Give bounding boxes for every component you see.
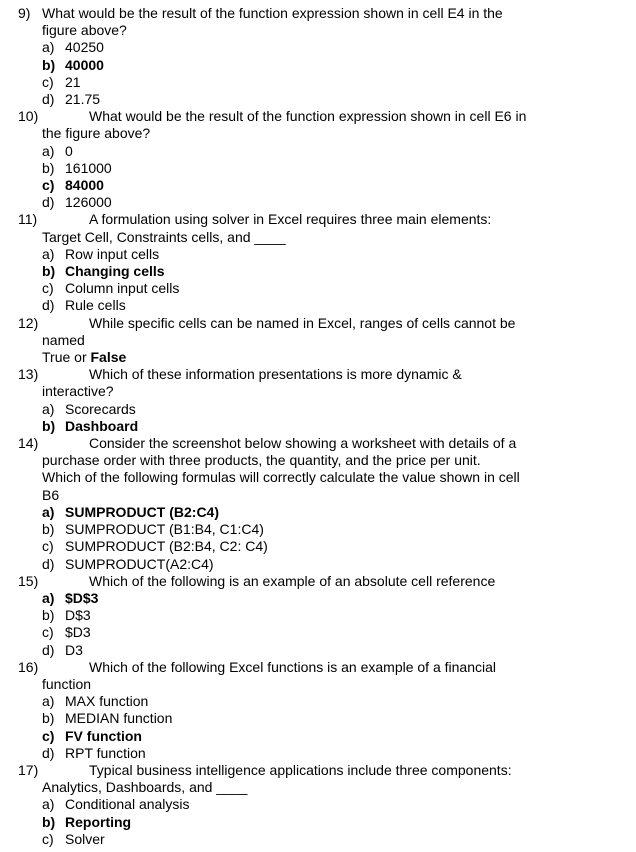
option-text: 161000 xyxy=(65,159,112,176)
options-list xyxy=(42,143,636,212)
options-list xyxy=(42,39,636,108)
option-row xyxy=(42,91,636,108)
option-letter: c) xyxy=(42,73,54,90)
question-number: 9) xyxy=(18,5,31,21)
option-letter: a) xyxy=(42,245,55,262)
question-line xyxy=(42,349,636,366)
question-lines xyxy=(42,573,636,590)
question-line xyxy=(42,469,636,486)
option-letter: d) xyxy=(42,297,55,314)
question-text-run: Target Cell, Constraints cells, and ____ xyxy=(42,228,286,245)
question-lines xyxy=(42,315,636,367)
option-row xyxy=(42,246,636,263)
option-letter: b) xyxy=(42,710,55,727)
option-letter: a) xyxy=(42,589,55,606)
option-text: Scorecards xyxy=(65,400,136,417)
option-letter: c) xyxy=(42,624,54,641)
option-row xyxy=(42,538,636,555)
question-text-run: purchase order with three products, the quantity, and the price per unit. xyxy=(42,452,481,469)
option-text: 84000 xyxy=(65,177,104,194)
option-letter: b) xyxy=(42,813,56,830)
question-number: 10) xyxy=(18,108,39,125)
question-text-run: figure above? xyxy=(42,22,127,39)
option-text: D3 xyxy=(65,641,83,658)
option-text: Solver xyxy=(65,830,105,847)
option-letter: d) xyxy=(42,91,55,108)
option-letter: a) xyxy=(42,796,55,813)
option-text: FV function xyxy=(65,727,142,744)
option-row xyxy=(42,831,636,848)
question xyxy=(0,573,636,659)
question xyxy=(0,762,636,848)
question-number: 12) xyxy=(18,314,39,331)
question xyxy=(0,211,636,314)
question-number: 13) xyxy=(18,366,39,383)
option-letter: d) xyxy=(42,194,55,211)
option-letter: a) xyxy=(42,142,55,159)
option-text: Reporting xyxy=(65,813,132,830)
option-row xyxy=(42,177,636,194)
option-text: $D3 xyxy=(65,624,91,641)
option-row xyxy=(42,504,636,521)
options-list xyxy=(42,590,636,659)
option-text: 126000 xyxy=(65,194,112,211)
option-row xyxy=(42,590,636,607)
options-list xyxy=(42,246,636,315)
option-row xyxy=(42,642,636,659)
option-text: SUMPRODUCT (B2:C4) xyxy=(65,503,219,520)
option-row xyxy=(42,745,636,762)
question-line xyxy=(42,383,636,400)
option-text: MEDIAN function xyxy=(65,710,173,727)
question xyxy=(0,315,636,367)
question-text-run: Typical business intelligence applications include three components: xyxy=(89,761,512,778)
option-letter: c) xyxy=(42,727,55,744)
question-line xyxy=(42,366,636,383)
question-text-run: While specific cells can be named in Excel, ranges of cells cannot be xyxy=(89,314,516,331)
question xyxy=(0,659,636,762)
option-letter: a) xyxy=(42,503,55,520)
option-text: Changing cells xyxy=(65,263,165,280)
option-row xyxy=(42,401,636,418)
question-text-run: the figure above? xyxy=(42,125,151,142)
option-text: SUMPRODUCT (B2:B4, C2: C4) xyxy=(65,538,268,555)
question-number: 15) xyxy=(18,572,39,589)
questions-list xyxy=(0,5,636,848)
option-letter: d) xyxy=(42,641,55,658)
option-row xyxy=(42,57,636,74)
options-list xyxy=(42,504,636,573)
option-text: 40250 xyxy=(65,39,104,56)
option-row xyxy=(42,39,636,56)
question-number: 11) xyxy=(18,211,38,228)
option-row xyxy=(42,160,636,177)
option-text: RPT function xyxy=(65,744,146,761)
question-text-run: B6 xyxy=(42,486,60,503)
question-text-run: Which of the following is an example of an absolute cell reference xyxy=(89,572,496,589)
question-line xyxy=(42,5,636,22)
question-line xyxy=(42,762,636,779)
question-line xyxy=(42,315,636,332)
question-line xyxy=(42,211,636,228)
question-text-run: Which of these information presentations is more dynamic & xyxy=(89,366,462,383)
option-letter: a) xyxy=(42,400,55,417)
question-line xyxy=(42,229,636,246)
option-text: 21.75 xyxy=(65,91,101,108)
question-lines xyxy=(42,5,636,39)
option-text: SUMPRODUCT(A2:C4) xyxy=(65,555,214,572)
question-line xyxy=(42,125,636,142)
option-text: 21 xyxy=(65,73,81,90)
option-text: Conditional analysis xyxy=(65,796,190,813)
option-row xyxy=(42,728,636,745)
question xyxy=(0,435,636,573)
question-text-run: What would be the result of the function expression shown in cell E6 in xyxy=(89,108,527,125)
question-line xyxy=(42,659,636,676)
options-list xyxy=(42,693,636,762)
option-row xyxy=(42,814,636,831)
question-text-run: function xyxy=(42,675,92,692)
question-number: 14) xyxy=(18,435,39,452)
option-letter: b) xyxy=(42,159,55,176)
question-text-run: named xyxy=(42,331,85,348)
option-text: Column input cells xyxy=(65,280,180,297)
option-text: 40000 xyxy=(65,56,104,73)
question-lines xyxy=(42,762,636,796)
option-letter: d) xyxy=(42,744,55,761)
question-lines xyxy=(42,211,636,245)
option-row xyxy=(42,263,636,280)
option-letter: a) xyxy=(42,693,55,710)
option-row xyxy=(42,280,636,297)
option-text: Row input cells xyxy=(65,245,160,262)
question-lines xyxy=(42,108,636,142)
question-text-run: A formulation using solver in Excel requires three main elements: xyxy=(89,211,492,228)
option-letter: b) xyxy=(42,607,55,624)
option-row xyxy=(42,143,636,160)
option-text: Rule cells xyxy=(65,297,126,314)
option-row xyxy=(42,521,636,538)
option-text: D$3 xyxy=(65,607,91,624)
option-text: SUMPRODUCT (B1:B4, C1:C4) xyxy=(65,521,264,538)
option-text: MAX function xyxy=(65,693,149,710)
option-row xyxy=(42,556,636,573)
question-text-run: Analytics, Dashboards, and ____ xyxy=(42,779,248,796)
question xyxy=(0,366,636,435)
question-lines xyxy=(42,435,636,504)
option-row xyxy=(42,710,636,727)
question-text-run: interactive? xyxy=(42,383,114,400)
option-letter: c) xyxy=(42,538,54,555)
option-row xyxy=(42,693,636,710)
option-row xyxy=(42,607,636,624)
question-line xyxy=(42,573,636,590)
option-letter: a) xyxy=(42,39,55,56)
option-letter: b) xyxy=(42,417,56,434)
option-letter: b) xyxy=(42,263,56,280)
option-letter: c) xyxy=(42,177,55,194)
question-text-run: False xyxy=(90,349,127,366)
option-text: 0 xyxy=(65,142,73,159)
option-row xyxy=(42,194,636,211)
question-line xyxy=(42,452,636,469)
options-list xyxy=(42,796,636,848)
option-letter: d) xyxy=(42,555,55,572)
question-line xyxy=(42,332,636,349)
option-row xyxy=(42,796,636,813)
question-line xyxy=(42,22,636,39)
question-lines xyxy=(42,659,636,693)
option-row xyxy=(42,418,636,435)
option-letter: c) xyxy=(42,830,54,847)
options-list xyxy=(42,401,636,435)
question-text-run: Which of the following Excel functions is an example of a financial xyxy=(89,658,496,675)
option-letter: b) xyxy=(42,56,56,73)
option-row xyxy=(42,297,636,314)
option-row xyxy=(42,624,636,641)
question-line xyxy=(42,676,636,693)
question-lines xyxy=(42,366,636,400)
question-line xyxy=(42,779,636,796)
question-line xyxy=(42,435,636,452)
question-text-run: Consider the screenshot below showing a worksheet with details of a xyxy=(89,435,517,452)
question xyxy=(0,108,636,211)
option-row xyxy=(42,74,636,91)
option-text: Dashboard xyxy=(65,417,139,434)
question-number: 16) xyxy=(18,658,39,675)
question xyxy=(0,5,636,108)
option-letter: b) xyxy=(42,521,55,538)
question-line xyxy=(42,108,636,125)
question-text-run: True or xyxy=(42,349,91,366)
option-text: $D$3 xyxy=(65,589,99,606)
question-line xyxy=(42,487,636,504)
question-text-run: Which of the following formulas will correctly calculate the value shown in cell xyxy=(42,469,520,486)
question-text-run: What would be the result of the function expression shown in cell E4 in the xyxy=(42,5,503,21)
option-letter: c) xyxy=(42,280,54,297)
question-number: 17) xyxy=(18,761,39,778)
